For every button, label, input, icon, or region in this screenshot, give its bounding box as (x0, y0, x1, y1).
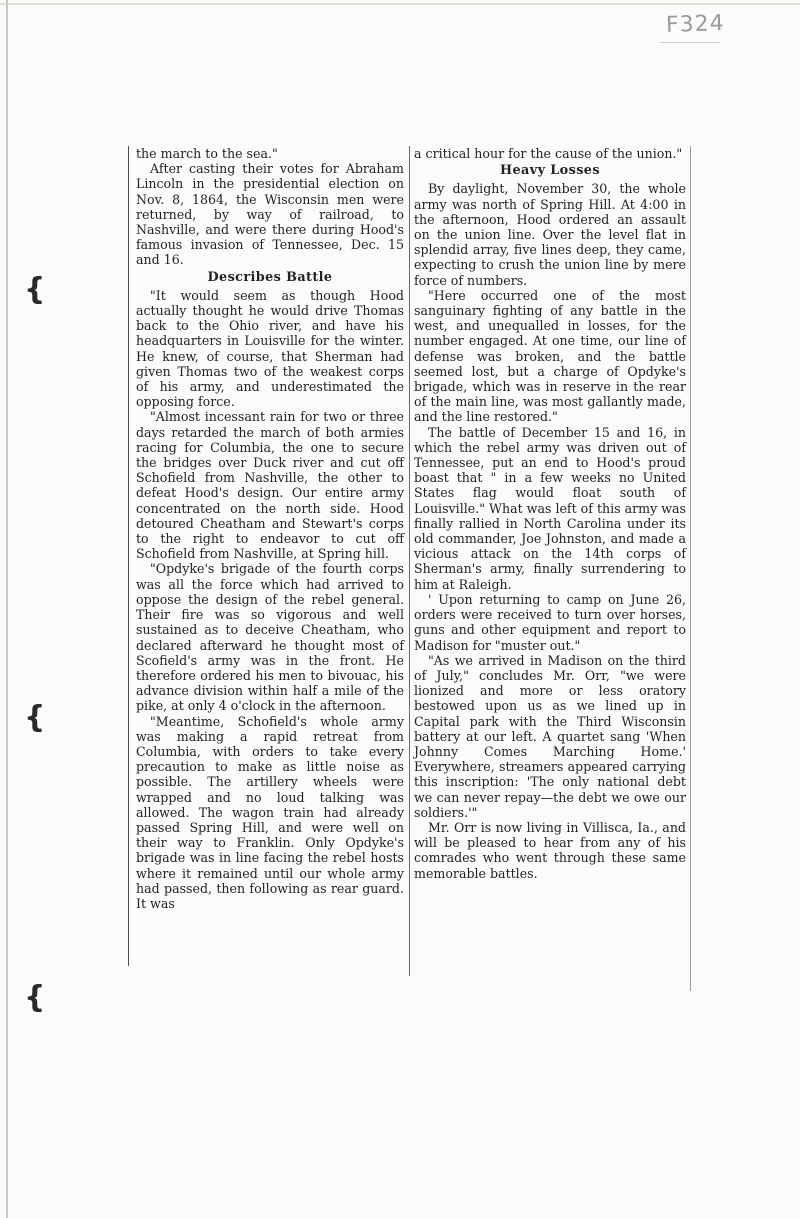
article-column-right (414, 146, 686, 881)
page-top-edge (0, 3, 800, 5)
binding-bracket-middle: { (24, 700, 46, 735)
article-paragraph: After casting their votes for Abraham Lincoln in the presidential election on Nov. 8, 1864, the Wisconsin men were returned, by way of railroad, to Nashville, and were there during Hood's famous invasion of Tennessee, Dec. 15 and 16. (136, 161, 404, 268)
clipping-right-edge (690, 146, 691, 991)
column-rule (409, 146, 410, 976)
article-paragraph: "Meantime, Schofield's whole army was making a rapid retreat from Columbia, with orders to take every precaution to make as little noise as possible. The artillery wheels were wrapped and no loud talking was allowed. The wagon train had already passed Spring Hill, and were well on their way to Franklin. Only Opdyke's brigade was in line facing the rebel hosts where it remained until our whole army had passed, then following as rear guard. It was (136, 713, 404, 911)
article-paragraph: a critical hour for the cause of the union." (414, 146, 683, 161)
article-paragraph: "Almost incessant rain for two or three days retarded the march of both armies racing for Columbia, the one to secure the bridges over Duck river and cut off Schofield from Nashville, the other to defeat Hood's design. Our entire army concentrated on the north side. Hood detoured Cheatham and Stewart's corps to the right to endeavor to cut off Schofield from Nashville, at Spring hill. (136, 409, 404, 562)
article-paragraph: "It would seem as though Hood actually thought he would drive Thomas back to the Ohio river, and have his headquarters in Louisville for the winter. He knew, of course, that Sherman had given Thomas two of the weakest corps of his army, and underestimated the opposing force. (136, 287, 404, 410)
article-paragraph: "Here occurred one of the most sanguinary fighting of any battle in the west, and unequalled in losses, for the number engaged. At one time, our line of defense was broken, and the battle seemed lost, but a charge of Opdyke's brigade, which was in reserve in the rear of the main line, was most gallantly made, and the line restored." (414, 287, 686, 425)
article-paragraph: "As we arrived in Madison on the third of July," concludes Mr. Orr, "we were lionized and more or less oratory bestowed upon us as we lined up in Capital park with the Third Wisconsin battery at our left. A quartet sang 'When Johnny Comes Marching Home.' Everywhere, streamers appeared carrying this inscription: 'The only national debt we can never repay—the debt we owe our soldiers.'" (414, 652, 686, 820)
article-paragraph: Mr. Orr is now living in Villisca, Ia., and will be pleased to hear from any of his comrades who went through these same memorable battles. (414, 819, 686, 881)
article-paragraph: "Opdyke's brigade of the fourth corps was all the force which had arrived to oppose the design of the rebel general. Their fire was so vigorous and well sustained as to deceive Cheatham, who declared afterward he thought most of Scofield's army was in the front. He therefore ordered his men to bivouac, his advance division within half a mile of the pike, at only 4 o'clock in the afternoon. (136, 561, 404, 714)
article-paragraph: By daylight, November 30, the whole army was north of Spring Hill. At 4:00 in the afternoon, Hood ordered an assault on the union line. Over the level flat in splendid array, five lines deep, they came, expecting to crush the union line by mere force of numbers. (414, 181, 686, 288)
article-paragraph: The battle of December 15 and 16, in which the rebel army was driven out of Tennessee, put an end to Hood's proud boast that " in a few weeks no United States flag would float south of Louisville." What was left of this army was finally rallied in North Carolina under its old commander, Joe Johnston, and made a vicious attack on the 14th corps of Sherman's army, finally surrendering to him at Raleigh. (414, 424, 686, 592)
stamp-underline (660, 42, 720, 43)
page-left-edge (6, 0, 8, 1218)
article-paragraph: ' Upon returning to camp on June 26, orders were received to turn over horses, guns and other equipment and report to Madison for "muster out." (414, 591, 686, 653)
binding-bracket-top: { (24, 272, 46, 307)
section-heading: Heavy Losses (500, 163, 600, 179)
binding-bracket-bottom: { (24, 980, 46, 1015)
clipping-left-edge (128, 146, 129, 966)
article-paragraph: the march to the sea." (136, 146, 278, 161)
section-heading: Describes Battle (207, 269, 333, 285)
article-column-left (136, 146, 404, 911)
archive-stamp: F324 (665, 10, 726, 39)
newspaper-clipping (128, 146, 693, 991)
